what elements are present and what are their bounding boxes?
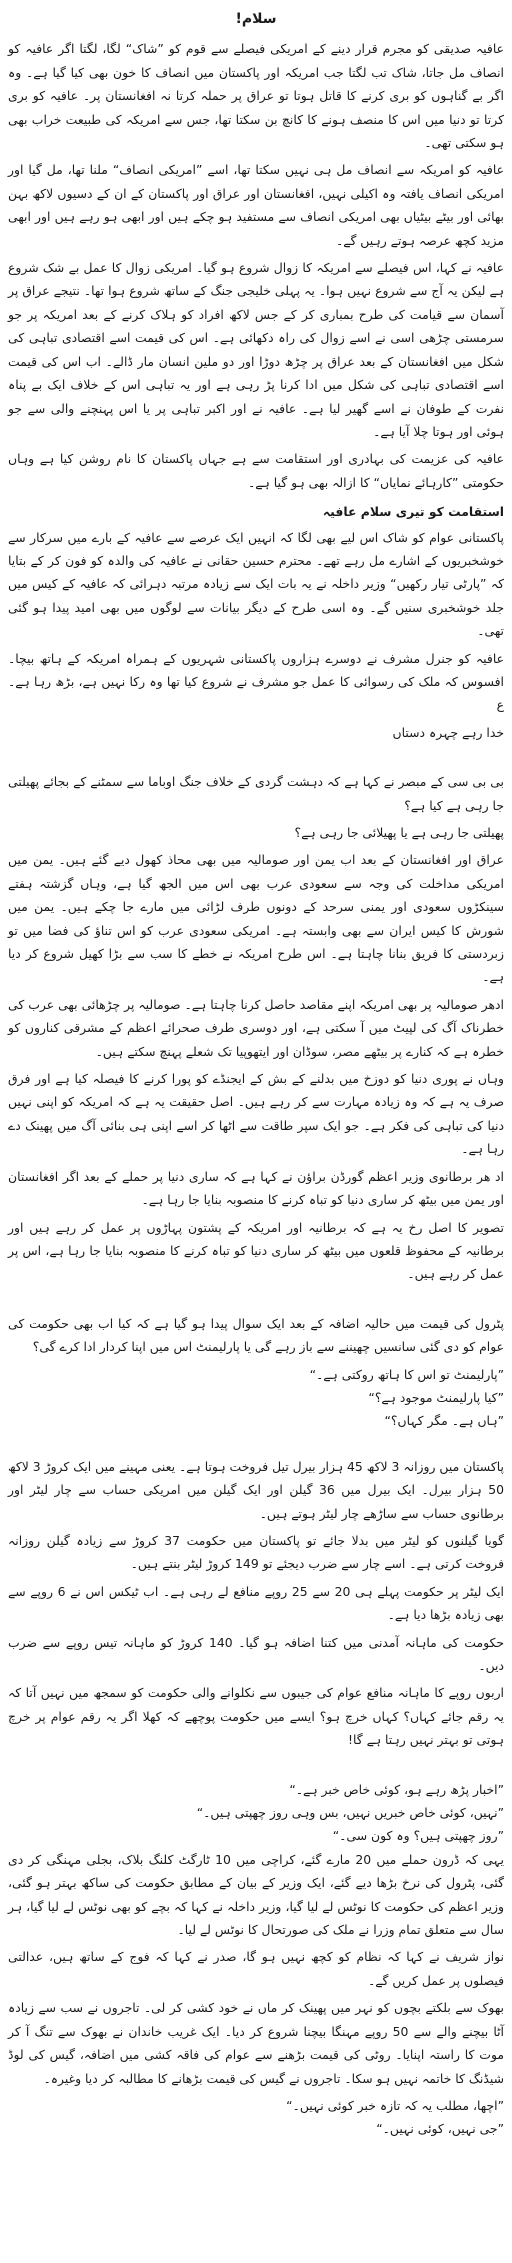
paragraph-question: پھیلتی جا رہی ہے یا پھیلائی جا رہی ہے؟ <box>294 825 504 840</box>
paragraph-hunger: بھوک سے بلکتے بچوں کو نہر میں پھینک کر ماں نے خود کشی کر لی۔ تاجروں نے سب سے زیادہ آٹا بیچنے والے سے 50 روپے مہنگا بیچنا شروع کر دیا۔ ایک غریب خاندان نے بھوک سے تنگ آ کر موت کا راستہ اپنایا۔ روٹی کی قیمت بڑھنے سے عوام کی فاقہ کشی میں اضافہ، گیس کی لوڈ شیڈنگ کا خاتمہ نہیں ہو سکا۔ تاجروں نے گیس کی قیمت بڑھانے کا مطالبہ کر دیا وغیرہ۔ <box>8 2000 504 2086</box>
section-break <box>8 1756 504 1778</box>
paragraph-bbc: بی بی سی کے مبصر نے کہا ہے کہ دہشت گردی کے خلاف جنگ اوباما سے سمٹنے کے بجائے پھیلتی جا رہی ہے کیا ہے؟ <box>8 774 504 813</box>
paragraph-billions: اربوں روپے کا ماہانہ منافع عوام کی جیبوں سے نکلوانے والی حکومت کو سمجھ میں نہیں آتا کہ یہ رقم جائے کہاں؟ کہاں خرچ ہو؟ ایسے میں حکومت پوچھے کہ کھلا اگر یہ رقم عوام پر خرچ ہوتی تو بہتر نہیں رہتا ہے گا! <box>8 1685 504 1748</box>
couplet-line: خدا رہے چہرہ دستاں <box>392 724 504 740</box>
salute-line: استقامت کو تیری سلام عافیہ <box>322 504 504 520</box>
paragraph-income: حکومت کی ماہانہ آمدنی میں کتنا اضافہ ہو گیا۔ 140 کروڑ کو ماہانہ تیس روپے سے ضرب دیں۔ <box>8 1634 504 1673</box>
paragraph-public-shock: پاکستانی عوام کو شاک اس لیے بھی لگا کہ انہیں ایک عرصے سے عافیہ کے بارے میں سرکار سے خوشخبریوں کے اشارے مل رہے تھے۔ محترم حسین حقانی نے عافیہ کی والدہ کو فون کر کے بتایا کہ ”پارٹی تیار رکھیں“ وزیر داخلہ نے یہ بات ایک سے زیادہ مرتبہ دہرائی کہ عافیہ کے کیس میں جلد خوشخبری سنیں گے۔ وہ اسی طرح کے دیگر بیانات سے لوگوں میں بھی امید پیدا ہو گئی تھی۔ <box>8 529 504 639</box>
paragraph-iraq-yemen: عراق اور افغانستان کے بعد اب یمن اور صومالیہ میں بھی محاذ کھول دیے گئے ہیں۔ یمن میں امریکی مداخلت کی وجہ سے سعودی عرب بھی اس میں الجھ گیا ہے، وہاں گزشتہ ہفتے سینکڑوں سعودی اور یمنی سرحد کے دونوں طرف لڑائی میں مارے جا چکے ہیں۔ یمن میں شورش کا کیس ایران سے بھی وابستہ ہے۔ امریکی سعودی عرب کو اس تناؤ کی فضا میں تو زبردستی کا فریق بنانا چاہتا ہے۔ اس طرح امریکہ نے خطے کا سب سے بڑا کھیل شروع کر دیا ہے۔ <box>8 852 504 985</box>
paragraph-oil-sales: پاکستان میں روزانہ 3 لاکھ 45 ہزار بیرل تیل فروخت ہوتا ہے۔ یعنی مہینے میں ایک کروڑ 3 لاکھ 50 ہزار بیرل۔ ایک بیرل میں 36 گیلن اور ایک گیلن میں امریکی حساب سے چار لیٹر اور برطانوی حساب سے ساڑھے چار لیٹر ہوتے ہیں۔ <box>8 1458 504 1521</box>
paragraph-picture: تصویر کا اصل رخ یہ ہے کہ برطانیہ اور امریکہ کے پشتون پہاڑوں پر عمل کر رہے ہیں اور برطانیہ کے محفوظ قلعوں میں بیٹھ کر ساری دنیا کو تباہ کرنے کا منصوبہ بنایا جا رہا ہے، اس پر عمل کر رہے ہیں۔ <box>8 1219 504 1282</box>
paragraph-petrol: پٹرول کی قیمت میں حالیہ اضافہ کے بعد ایک سوال پیدا ہو گیا ہے کہ کیا اب بھی حکومت کی عوام کو دی گئی سانسیں چھیننے سے باز رہے گی یا پارلیمنٹ اس میں اپنا کردار ادا کرے گی؟ <box>8 1315 504 1355</box>
paragraph-gallons: گویا گیلنوں کو لیٹر میں بدلا جائے تو پاکستان میں حکومت 37 کروڑ سے زیادہ گیلن روزانہ فروخت کرتی ہے۔ اسے چار سے ضرب دیجئے تو 149 کروڑ لیٹر بنتے ہیں۔ <box>8 1532 504 1572</box>
dialog-line: ”ہاں ہے۔ مگر کہاں؟“ <box>384 1413 504 1429</box>
paragraph-bravery: عافیہ کی عزیمت کی بہادری اور استقامت سے ہے جہاں پاکستان کا نام روشن کیا ہے وہاں حکومتی ”کارہائے نمایاں“ کا ازالہ بھی ہو گیا ہے۔ <box>8 451 504 490</box>
paragraph-decline: عافیہ نے کہا، اس فیصلے سے امریکہ کا زوال شروع ہو گیا۔ امریکی زوال کا عمل بے شک شروع ہے لیکن یہ آج سے شروع نہیں ہوا۔ یہ پہلی خلیجی جنگ کے ساتھ شروع ہوا تھا۔ نتیجے عراق پر آسمان سے قیامت کی طرح بمباری کر کے جس لاکھ افراد کو ہلاک کرنے کے بعد امریکہ پر جو سرمستی چڑھی اسی نے اسے زوال کی راہ دکھائی ہے۔ اس کی قیمت اسے اقتصادی تباہی کی شکل میں افغانستان کے بعد عراق پر چڑھ دوڑا اور دو ملین انسان مار ڈالے۔ اب اس کی قیمت اسے اقتصادی تباہی کی شکل میں ادا کرنا پڑ رہی ہے اور یہ تباہی اس کے خلاف ایک بے پناہ نفرت کے طوفان نے اسے گھیر لیا ہے۔ عافیہ نے اور اکبر تباہی پر یا اس پہنچنے والی سے جو ہوئی اور ہوتا چلا آیا ہے۔ <box>8 260 504 439</box>
paragraph-daily-news: یہی کہ ڈرون حملے میں 20 مارے گئے، کراچی میں 10 ٹارگٹ کلنگ بلاک، بجلی مہنگی کر دی گئی، پٹرول کی نرخ بڑھا دیے گئے، ایک وزیر کے بیان کے مطابق حکومت کی ساکھ بہتر ہو گئی، وزیر اعظم کی حکومت کا نوٹس لے لیا گیا، وزیر داخلہ نے کہا کہ بچے کو بھی نوٹس لے لیا گیا، ہر سال سے متعلق تمام وزرا نے ملک کی صورتحال کا نوٹس لے لیا۔ <box>8 1851 504 1938</box>
paragraph-statements: نواز شریف نے کہا کہ نظام کو کچھ نہیں ہو گا، صدر نے کہا کہ فوج کے ساتھ ہیں، عدالتی فیصلوں پر عمل کریں گے۔ <box>8 1949 504 1988</box>
dialog-line: ”اخبار پڑھ رہے ہو، کوئی خاص خبر ہے۔“ <box>289 1781 504 1797</box>
paragraph-somalia: ادھر صومالیہ پر بھی امریکہ اپنے مقاصد حاصل کرنا چاہتا ہے۔ صومالیہ پر چڑھائی بھی عرب کی خطرناک آگ کی لپیٹ میں آ سکتی ہے، اور دوسری طرف صحرائے اعظم کے مشرقی کناروں کو خطرہ ہے کہ کنارے پر بیٹھے مصر، سوڈان اور ایتھوپیا تک شعلے پہنچ سکتے ہیں۔ <box>8 996 504 1059</box>
dialog-line: ”پارلیمنٹ تو اس کا ہاتھ روکتی ہے۔“ <box>309 1366 504 1382</box>
paragraph-justice: عافیہ کو امریکہ سے انصاف مل ہی نہیں سکتا تھا، اسے ”امریکی انصاف“ ملنا تھا، مل گیا اور امریکی انصاف یافتہ وہ اکیلی نہیں، افغانستان اور عراق اور پاکستان کے ان کے دسیوں لاکھ بہن بھائی اور بیٹے بیٹیاں بھی امریکی انصاف سے مستفید ہو چکے ہیں اور ابھی ہو رہے ہیں اور ابھی مزید کچھ عرصہ ہوتے رہیں گے۔ <box>8 162 504 248</box>
section-break <box>8 1290 504 1312</box>
paragraph-musharraf: عافیہ کو جنرل مشرف نے دوسرے ہزاروں پاکستانی شہریوں کے ہمراہ امریکہ کے ہاتھ بیچا۔ افسوس کہ ملک کی رسوائی کا عمل جو مشرف نے شروع کیا تھا وہ رکا نہیں ہے، بڑھ رہا ہے۔ ع <box>8 650 504 713</box>
dialog-line: ”کیا پارلیمنٹ موجود ہے؟“ <box>368 1389 504 1405</box>
dialog-line: ”روز چھپتی ہیں؟ وہ کون سی۔“ <box>332 1828 504 1844</box>
dialog-line: ”اچھا، مطلب یہ کہ تازہ خبر کوئی نہیں۔“ <box>286 2097 504 2113</box>
section-break <box>8 748 504 770</box>
paragraph-obama-agenda: وہاں نے پوری دنیا کو دوزخ میں بدلنے کے بش کے ایجنڈے کو پورا کرنے کا فیصلہ کیا ہے اور فرق صرف یہ ہے کہ وہ زیادہ مہارت سے کر رہے ہیں۔ اصل حقیقت یہ ہے کہ امریکہ کو اپنی نہیں دنیا کی تباہی کی فکر ہے۔ جو ایک سپر طاقت سے اٹھا کر اسے اپنی ہی بنائی آگ میں پھینک دے رہا ہے۔ <box>8 1071 504 1157</box>
column-title: سلام! <box>235 11 277 27</box>
column-page <box>8 0 504 2141</box>
paragraph-brown: اد ھر برطانوی وزیر اعظم گورڈن براؤن نے کہا ہے کہ ساری دنیا پر حملے کے بعد اگر افغانستان اور یمن میں بیٹھ کر ساری دنیا کو تباہ کرنے کا منصوبہ بنایا جا رہا ہے۔ <box>8 1168 504 1208</box>
section-break <box>8 1433 504 1455</box>
paragraph-profit: ایک لیٹر پر حکومت پہلے ہی 20 سے 25 روپے منافع لے رہی ہے۔ اب ٹیکس اس نے 6 روپے سے بھی زیادہ بڑھا دیا ہے۔ <box>8 1583 504 1623</box>
paragraph-intro: عافیہ صدیقی کو مجرم قرار دینے کے امریکی فیصلے سے قوم کو ”شاک“ لگا، لگتا اگر عافیہ کو انصاف مل جاتا، شاک تب لگتا جب امریکہ اور پاکستان میں انصاف کا خون بھی کیا گیا ہے۔ وہ اگر بے گناہوں کو بری کرنے کا قاتل ہوتا تو عراق پر حملہ کرتا نہ افغانستان پر۔ عافیہ کو بری کرتا تو دنیا میں اس کا منصف ہونے کا کانچ بن سکتا تھا، جس سے امریکہ کی طبیعت خراب بھی ہو سکتی تھی۔ <box>8 41 504 151</box>
dialog-line: ”جی نہیں، کوئی نہیں۔“ <box>376 2121 504 2137</box>
dialog-line: ”نہیں، کوئی خاص خبریں نہیں، بس وہی روز چھپتی ہیں۔“ <box>196 1805 504 1821</box>
